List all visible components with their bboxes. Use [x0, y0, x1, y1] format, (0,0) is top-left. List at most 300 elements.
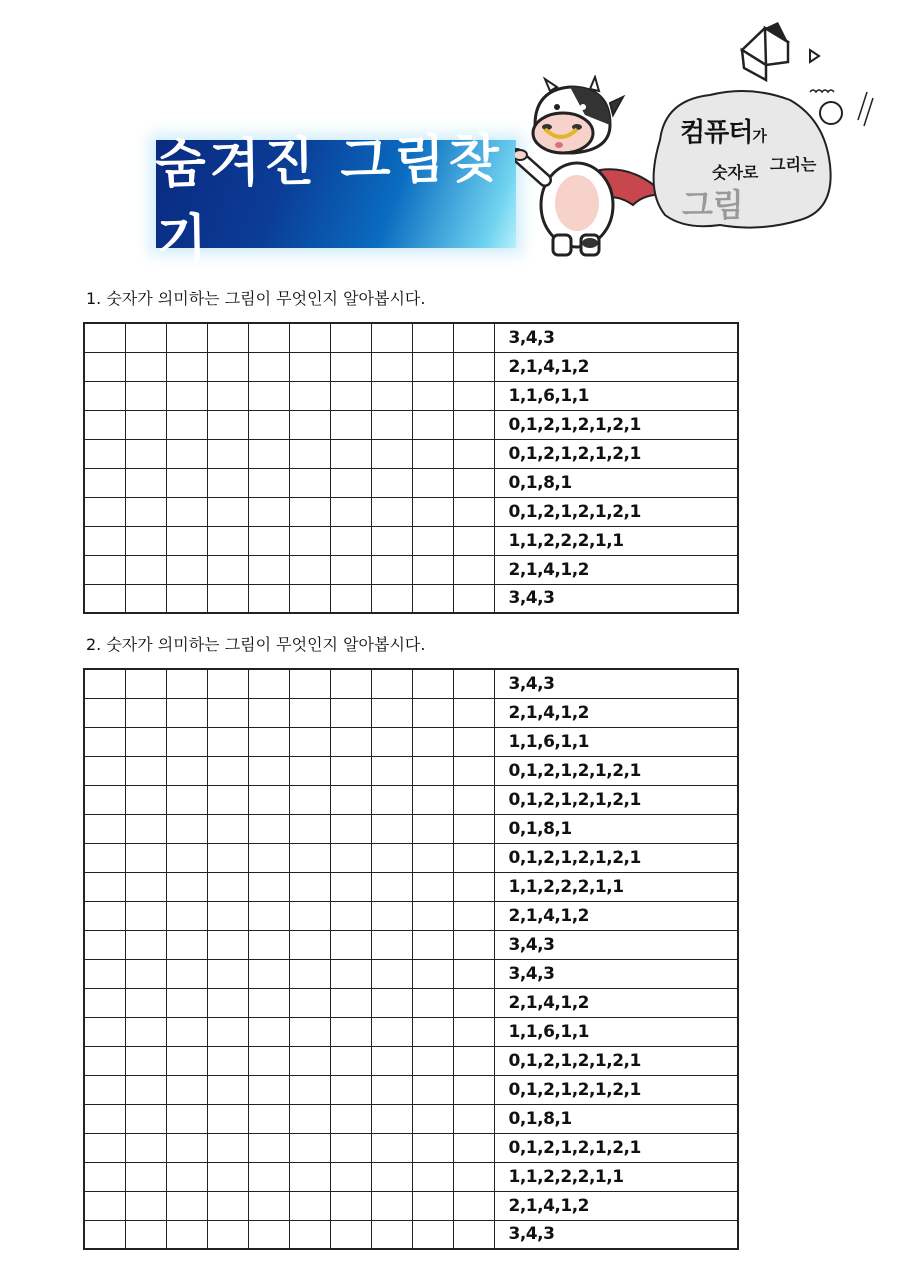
grid-cell[interactable] — [166, 756, 207, 785]
grid-cell[interactable] — [371, 814, 412, 843]
grid-cell[interactable] — [453, 669, 494, 698]
grid-cell[interactable] — [166, 988, 207, 1017]
grid-cell[interactable] — [412, 410, 453, 439]
grid-cell[interactable] — [166, 468, 207, 497]
grid-cell[interactable] — [453, 439, 494, 468]
grid-cell[interactable] — [289, 785, 330, 814]
grid-cell[interactable] — [207, 1046, 248, 1075]
grid-cell[interactable] — [125, 1191, 166, 1220]
grid-cell[interactable] — [412, 381, 453, 410]
grid-cell[interactable] — [330, 1220, 371, 1249]
grid-cell[interactable] — [412, 959, 453, 988]
grid-cell[interactable] — [166, 584, 207, 613]
grid-cell[interactable] — [371, 352, 412, 381]
grid-cell[interactable] — [125, 526, 166, 555]
grid-cell[interactable] — [166, 1046, 207, 1075]
grid-cell[interactable] — [371, 843, 412, 872]
grid-cell[interactable] — [248, 352, 289, 381]
grid-cell[interactable] — [412, 352, 453, 381]
grid-cell[interactable] — [125, 930, 166, 959]
grid-cell[interactable] — [248, 1191, 289, 1220]
grid-cell[interactable] — [412, 526, 453, 555]
grid-cell[interactable] — [330, 727, 371, 756]
grid-cell[interactable] — [248, 872, 289, 901]
grid-cell[interactable] — [125, 381, 166, 410]
grid-cell[interactable] — [125, 323, 166, 352]
grid-cell[interactable] — [207, 669, 248, 698]
grid-cell[interactable] — [84, 756, 125, 785]
grid-cell[interactable] — [84, 930, 125, 959]
grid-cell[interactable] — [84, 1046, 125, 1075]
grid-cell[interactable] — [84, 352, 125, 381]
grid-cell[interactable] — [371, 872, 412, 901]
grid-cell[interactable] — [453, 1046, 494, 1075]
grid-cell[interactable] — [330, 698, 371, 727]
grid-cell[interactable] — [289, 1162, 330, 1191]
grid-cell[interactable] — [207, 381, 248, 410]
grid-cell[interactable] — [248, 1162, 289, 1191]
grid-cell[interactable] — [248, 814, 289, 843]
grid-cell[interactable] — [207, 843, 248, 872]
grid-cell[interactable] — [289, 872, 330, 901]
grid-cell[interactable] — [453, 555, 494, 584]
grid-cell[interactable] — [453, 323, 494, 352]
grid-cell[interactable] — [84, 901, 125, 930]
grid-cell[interactable] — [289, 381, 330, 410]
grid-cell[interactable] — [412, 785, 453, 814]
grid-cell[interactable] — [453, 526, 494, 555]
grid-cell[interactable] — [207, 1075, 248, 1104]
grid-cell[interactable] — [207, 872, 248, 901]
grid-cell[interactable] — [84, 843, 125, 872]
grid-cell[interactable] — [84, 381, 125, 410]
grid-cell[interactable] — [412, 698, 453, 727]
grid-cell[interactable] — [330, 1017, 371, 1046]
grid-cell[interactable] — [453, 1017, 494, 1046]
grid-cell[interactable] — [453, 1162, 494, 1191]
grid-cell[interactable] — [125, 1104, 166, 1133]
grid-cell[interactable] — [412, 497, 453, 526]
grid-cell[interactable] — [330, 1162, 371, 1191]
grid-cell[interactable] — [371, 988, 412, 1017]
grid-cell[interactable] — [207, 1191, 248, 1220]
grid-cell[interactable] — [330, 323, 371, 352]
grid-cell[interactable] — [289, 1075, 330, 1104]
grid-cell[interactable] — [166, 381, 207, 410]
grid-cell[interactable] — [453, 1075, 494, 1104]
grid-cell[interactable] — [248, 930, 289, 959]
grid-cell[interactable] — [166, 1220, 207, 1249]
grid-cell[interactable] — [371, 727, 412, 756]
grid-cell[interactable] — [289, 959, 330, 988]
grid-cell[interactable] — [453, 468, 494, 497]
grid-cell[interactable] — [166, 323, 207, 352]
grid-cell[interactable] — [330, 669, 371, 698]
grid-cell[interactable] — [166, 497, 207, 526]
grid-cell[interactable] — [125, 555, 166, 584]
grid-cell[interactable] — [412, 1104, 453, 1133]
grid-cell[interactable] — [412, 323, 453, 352]
grid-cell[interactable] — [412, 814, 453, 843]
grid-cell[interactable] — [248, 1133, 289, 1162]
grid-cell[interactable] — [248, 439, 289, 468]
grid-cell[interactable] — [371, 555, 412, 584]
grid-cell[interactable] — [207, 497, 248, 526]
grid-cell[interactable] — [84, 698, 125, 727]
grid-cell[interactable] — [371, 785, 412, 814]
grid-cell[interactable] — [330, 584, 371, 613]
grid-cell[interactable] — [207, 410, 248, 439]
grid-cell[interactable] — [330, 555, 371, 584]
grid-cell[interactable] — [84, 959, 125, 988]
grid-cell[interactable] — [371, 930, 412, 959]
grid-cell[interactable] — [125, 785, 166, 814]
grid-cell[interactable] — [412, 1017, 453, 1046]
grid-cell[interactable] — [371, 381, 412, 410]
grid-cell[interactable] — [84, 1191, 125, 1220]
grid-cell[interactable] — [248, 381, 289, 410]
grid-cell[interactable] — [330, 439, 371, 468]
grid-cell[interactable] — [84, 669, 125, 698]
grid-cell[interactable] — [248, 1075, 289, 1104]
grid-cell[interactable] — [125, 727, 166, 756]
grid-cell[interactable] — [453, 843, 494, 872]
grid-cell[interactable] — [207, 555, 248, 584]
grid-cell[interactable] — [125, 756, 166, 785]
grid-cell[interactable] — [166, 959, 207, 988]
grid-cell[interactable] — [125, 1017, 166, 1046]
grid-cell[interactable] — [412, 727, 453, 756]
grid-cell[interactable] — [371, 756, 412, 785]
grid-cell[interactable] — [412, 901, 453, 930]
grid-cell[interactable] — [166, 785, 207, 814]
grid-cell[interactable] — [166, 555, 207, 584]
grid-cell[interactable] — [371, 669, 412, 698]
grid-cell[interactable] — [84, 1104, 125, 1133]
grid-cell[interactable] — [330, 756, 371, 785]
grid-cell[interactable] — [125, 872, 166, 901]
grid-cell[interactable] — [330, 1133, 371, 1162]
grid-cell[interactable] — [248, 988, 289, 1017]
grid-cell[interactable] — [84, 1017, 125, 1046]
grid-cell[interactable] — [125, 1220, 166, 1249]
grid-cell[interactable] — [166, 439, 207, 468]
grid-cell[interactable] — [248, 497, 289, 526]
grid-cell[interactable] — [207, 352, 248, 381]
grid-cell[interactable] — [453, 352, 494, 381]
grid-cell[interactable] — [371, 439, 412, 468]
grid-cell[interactable] — [84, 468, 125, 497]
grid-cell[interactable] — [207, 468, 248, 497]
grid-cell[interactable] — [166, 930, 207, 959]
grid-cell[interactable] — [84, 988, 125, 1017]
grid-cell[interactable] — [125, 352, 166, 381]
grid-cell[interactable] — [289, 1220, 330, 1249]
grid-cell[interactable] — [453, 756, 494, 785]
grid-cell[interactable] — [412, 1046, 453, 1075]
grid-cell[interactable] — [453, 1220, 494, 1249]
grid-cell[interactable] — [248, 901, 289, 930]
grid-cell[interactable] — [125, 901, 166, 930]
grid-cell[interactable] — [412, 1075, 453, 1104]
grid-cell[interactable] — [453, 410, 494, 439]
grid-cell[interactable] — [166, 669, 207, 698]
grid-cell[interactable] — [125, 497, 166, 526]
grid-cell[interactable] — [84, 584, 125, 613]
grid-cell[interactable] — [289, 814, 330, 843]
grid-cell[interactable] — [371, 901, 412, 930]
grid-cell[interactable] — [453, 872, 494, 901]
grid-cell[interactable] — [248, 526, 289, 555]
grid-cell[interactable] — [248, 756, 289, 785]
grid-cell[interactable] — [248, 1017, 289, 1046]
grid-cell[interactable] — [84, 1162, 125, 1191]
grid-cell[interactable] — [84, 1133, 125, 1162]
grid-cell[interactable] — [84, 872, 125, 901]
grid-cell[interactable] — [289, 669, 330, 698]
grid-cell[interactable] — [289, 1191, 330, 1220]
grid-cell[interactable] — [412, 756, 453, 785]
grid-cell[interactable] — [248, 698, 289, 727]
grid-cell[interactable] — [125, 1046, 166, 1075]
grid-cell[interactable] — [453, 1104, 494, 1133]
grid-cell[interactable] — [453, 1133, 494, 1162]
grid-cell[interactable] — [453, 698, 494, 727]
grid-cell[interactable] — [248, 584, 289, 613]
grid-cell[interactable] — [289, 584, 330, 613]
grid-cell[interactable] — [453, 584, 494, 613]
grid-cell[interactable] — [289, 526, 330, 555]
grid-cell[interactable] — [412, 468, 453, 497]
grid-cell[interactable] — [371, 468, 412, 497]
grid-cell[interactable] — [412, 439, 453, 468]
grid-cell[interactable] — [166, 410, 207, 439]
grid-cell[interactable] — [289, 1046, 330, 1075]
grid-cell[interactable] — [248, 959, 289, 988]
grid-cell[interactable] — [166, 1017, 207, 1046]
grid-cell[interactable] — [207, 584, 248, 613]
grid-cell[interactable] — [248, 468, 289, 497]
grid-cell[interactable] — [453, 814, 494, 843]
grid-cell[interactable] — [371, 698, 412, 727]
grid-cell[interactable] — [125, 843, 166, 872]
grid-cell[interactable] — [289, 410, 330, 439]
grid-cell[interactable] — [166, 814, 207, 843]
grid-cell[interactable] — [371, 584, 412, 613]
grid-cell[interactable] — [248, 727, 289, 756]
grid-cell[interactable] — [330, 352, 371, 381]
grid-cell[interactable] — [330, 381, 371, 410]
grid-cell[interactable] — [330, 872, 371, 901]
grid-cell[interactable] — [412, 1191, 453, 1220]
grid-cell[interactable] — [453, 497, 494, 526]
grid-cell[interactable] — [166, 1133, 207, 1162]
grid-cell[interactable] — [453, 901, 494, 930]
grid-cell[interactable] — [84, 1220, 125, 1249]
grid-cell[interactable] — [248, 1104, 289, 1133]
grid-cell[interactable] — [207, 526, 248, 555]
grid-cell[interactable] — [330, 1046, 371, 1075]
grid-cell[interactable] — [453, 381, 494, 410]
grid-cell[interactable] — [248, 410, 289, 439]
grid-cell[interactable] — [412, 1133, 453, 1162]
grid-cell[interactable] — [371, 323, 412, 352]
grid-cell[interactable] — [207, 727, 248, 756]
grid-cell[interactable] — [412, 584, 453, 613]
grid-cell[interactable] — [412, 1220, 453, 1249]
grid-cell[interactable] — [412, 555, 453, 584]
grid-cell[interactable] — [207, 1017, 248, 1046]
grid-cell[interactable] — [289, 756, 330, 785]
grid-cell[interactable] — [84, 785, 125, 814]
grid-cell[interactable] — [166, 1162, 207, 1191]
grid-cell[interactable] — [330, 988, 371, 1017]
grid-cell[interactable] — [412, 872, 453, 901]
grid-cell[interactable] — [248, 843, 289, 872]
grid-cell[interactable] — [166, 526, 207, 555]
grid-cell[interactable] — [453, 930, 494, 959]
grid-cell[interactable] — [207, 323, 248, 352]
grid-cell[interactable] — [248, 555, 289, 584]
grid-cell[interactable] — [166, 698, 207, 727]
grid-cell[interactable] — [166, 1191, 207, 1220]
grid-cell[interactable] — [207, 698, 248, 727]
grid-cell[interactable] — [166, 1075, 207, 1104]
grid-cell[interactable] — [84, 526, 125, 555]
grid-cell[interactable] — [371, 1017, 412, 1046]
grid-cell[interactable] — [371, 1075, 412, 1104]
grid-cell[interactable] — [371, 1191, 412, 1220]
grid-cell[interactable] — [166, 1104, 207, 1133]
grid-cell[interactable] — [412, 1162, 453, 1191]
grid-cell[interactable] — [84, 439, 125, 468]
grid-cell[interactable] — [125, 814, 166, 843]
grid-cell[interactable] — [84, 727, 125, 756]
grid-cell[interactable] — [125, 439, 166, 468]
grid-cell[interactable] — [289, 352, 330, 381]
grid-cell[interactable] — [166, 843, 207, 872]
grid-cell[interactable] — [330, 1104, 371, 1133]
grid-cell[interactable] — [289, 1017, 330, 1046]
grid-cell[interactable] — [248, 1046, 289, 1075]
grid-cell[interactable] — [371, 497, 412, 526]
grid-cell[interactable] — [371, 1104, 412, 1133]
grid-cell[interactable] — [412, 843, 453, 872]
grid-cell[interactable] — [207, 1220, 248, 1249]
grid-cell[interactable] — [207, 988, 248, 1017]
grid-cell[interactable] — [371, 410, 412, 439]
grid-cell[interactable] — [84, 323, 125, 352]
grid-cell[interactable] — [84, 1075, 125, 1104]
grid-cell[interactable] — [84, 497, 125, 526]
grid-cell[interactable] — [207, 959, 248, 988]
grid-cell[interactable] — [248, 1220, 289, 1249]
grid-cell[interactable] — [371, 1162, 412, 1191]
grid-cell[interactable] — [125, 1075, 166, 1104]
grid-cell[interactable] — [371, 1220, 412, 1249]
grid-cell[interactable] — [207, 814, 248, 843]
grid-cell[interactable] — [330, 814, 371, 843]
grid-cell[interactable] — [330, 497, 371, 526]
grid-cell[interactable] — [248, 669, 289, 698]
grid-cell[interactable] — [289, 1133, 330, 1162]
grid-cell[interactable] — [330, 468, 371, 497]
grid-cell[interactable] — [289, 901, 330, 930]
grid-cell[interactable] — [207, 439, 248, 468]
grid-cell[interactable] — [453, 727, 494, 756]
grid-cell[interactable] — [289, 930, 330, 959]
grid-cell[interactable] — [453, 785, 494, 814]
grid-cell[interactable] — [330, 901, 371, 930]
grid-cell[interactable] — [125, 698, 166, 727]
grid-cell[interactable] — [371, 526, 412, 555]
grid-cell[interactable] — [330, 785, 371, 814]
grid-cell[interactable] — [166, 352, 207, 381]
grid-cell[interactable] — [330, 959, 371, 988]
grid-cell[interactable] — [125, 669, 166, 698]
grid-cell[interactable] — [453, 988, 494, 1017]
grid-cell[interactable] — [125, 584, 166, 613]
grid-cell[interactable] — [84, 410, 125, 439]
grid-cell[interactable] — [166, 901, 207, 930]
grid-cell[interactable] — [289, 727, 330, 756]
grid-cell[interactable] — [289, 439, 330, 468]
grid-cell[interactable] — [125, 959, 166, 988]
grid-cell[interactable] — [84, 814, 125, 843]
grid-cell[interactable] — [453, 1191, 494, 1220]
grid-cell[interactable] — [371, 1046, 412, 1075]
grid-cell[interactable] — [125, 410, 166, 439]
grid-cell[interactable] — [207, 930, 248, 959]
grid-cell[interactable] — [412, 988, 453, 1017]
grid-cell[interactable] — [289, 698, 330, 727]
grid-cell[interactable] — [330, 526, 371, 555]
grid-cell[interactable] — [330, 1191, 371, 1220]
grid-cell[interactable] — [207, 1104, 248, 1133]
grid-cell[interactable] — [371, 959, 412, 988]
grid-cell[interactable] — [207, 1133, 248, 1162]
grid-cell[interactable] — [84, 555, 125, 584]
grid-cell[interactable] — [453, 959, 494, 988]
grid-cell[interactable] — [207, 901, 248, 930]
grid-cell[interactable] — [125, 1133, 166, 1162]
grid-cell[interactable] — [289, 555, 330, 584]
grid-cell[interactable] — [207, 1162, 248, 1191]
grid-cell[interactable] — [289, 468, 330, 497]
grid-cell[interactable] — [207, 785, 248, 814]
grid-cell[interactable] — [330, 930, 371, 959]
grid-cell[interactable] — [289, 843, 330, 872]
grid-cell[interactable] — [125, 988, 166, 1017]
grid-cell[interactable] — [166, 727, 207, 756]
grid-cell[interactable] — [289, 1104, 330, 1133]
grid-cell[interactable] — [125, 1162, 166, 1191]
grid-cell[interactable] — [412, 669, 453, 698]
grid-cell[interactable] — [289, 497, 330, 526]
grid-cell[interactable] — [248, 323, 289, 352]
grid-cell[interactable] — [330, 843, 371, 872]
grid-cell[interactable] — [166, 872, 207, 901]
grid-cell[interactable] — [330, 410, 371, 439]
grid-cell[interactable] — [371, 1133, 412, 1162]
grid-cell[interactable] — [248, 785, 289, 814]
grid-cell[interactable] — [125, 468, 166, 497]
grid-cell[interactable] — [207, 756, 248, 785]
grid-cell[interactable] — [412, 930, 453, 959]
grid-cell[interactable] — [289, 323, 330, 352]
grid-cell[interactable] — [330, 1075, 371, 1104]
grid-cell[interactable] — [289, 988, 330, 1017]
